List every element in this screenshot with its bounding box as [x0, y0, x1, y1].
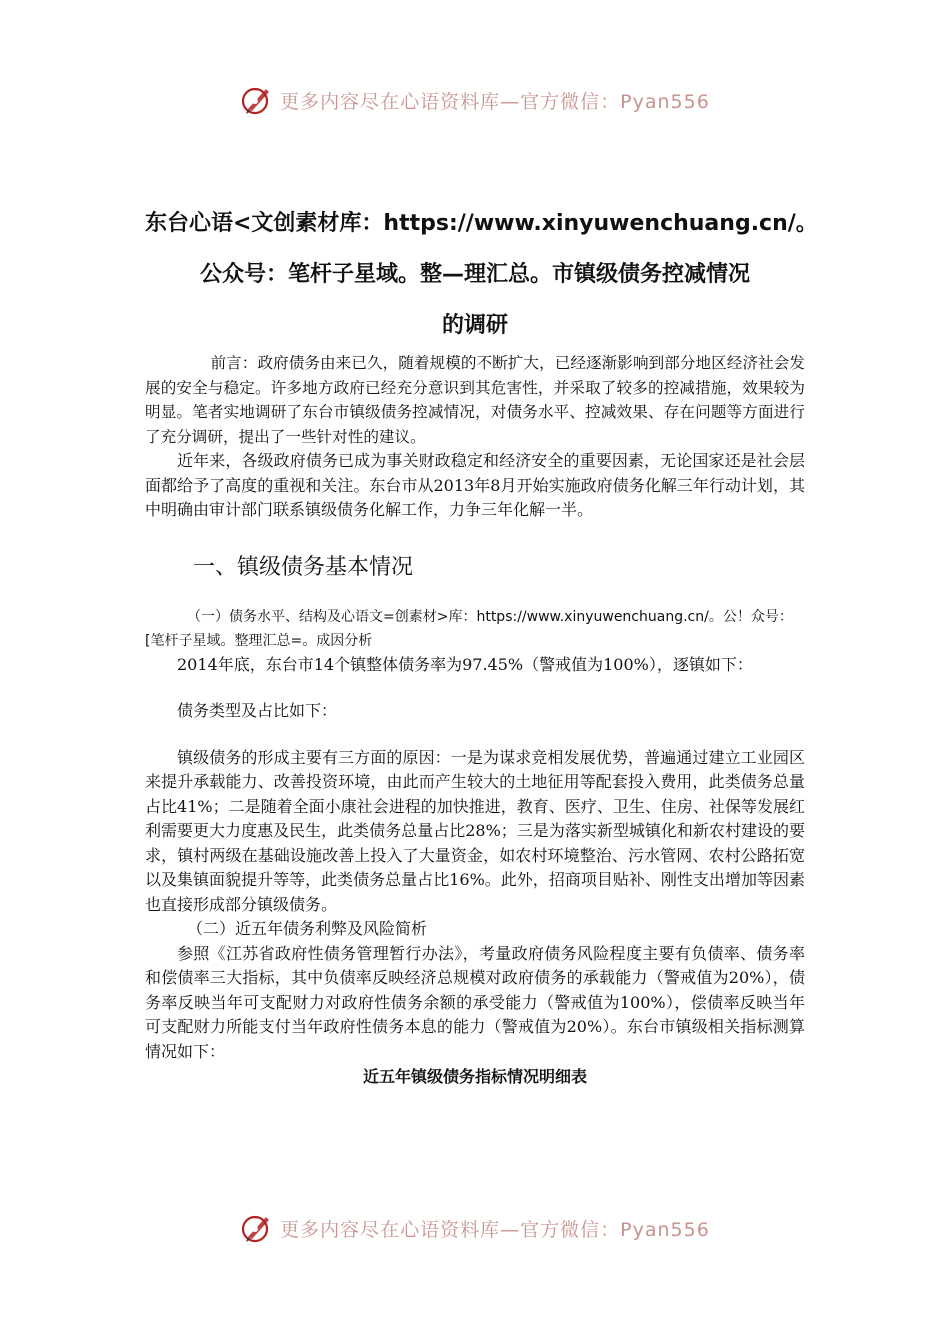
- watermark-text: 更多内容尽在心语资料库—官方微信：Pyan556: [280, 1218, 710, 1241]
- causes-paragraph: 镇级债务的形成主要有三方面的原因：一是为谋求竞相发展优势，普遍通过建立工业园区来提升承载能力、改善投资环境，由此而产生较大的土地征用等配套投入费用，此类债务总量占比41%；二是随着全面小康社会进程的加快推进，教育、医疗、卫生、住房、社保等发展红利需要更大力度惠及民生，此类债务总量占比28%；三是为落实新型城镇化和新农村建设的要求，镇村两级在基础设施改善上投入了大量资金，如农村环境整治、污水管网、农村公路拓宽以及集镇面貌提升等等，此类债务总量占比16%。此外，招商项目贴补、刚性支出增加等因素也直接形成部分镇级债务。: [145, 747, 805, 914]
- quill-logo-icon: [240, 1211, 274, 1245]
- table-title: 近五年镇级债务指标情况明细表: [362, 1067, 587, 1086]
- section-2-heading: （二）近五年债务利弊及风险简析: [187, 919, 428, 938]
- footer-watermark-banner: [0, 1208, 950, 1248]
- section-1-heading: 一、镇级债务基本情况: [193, 554, 414, 580]
- title-line-2: 公众号：笔杆子星域。整—理汇总。市镇级债务控减情况: [199, 262, 750, 287]
- title-line-1: 东台心语<文创素材库：https://www.xinyuwenchuang.cn/。: [145, 211, 818, 236]
- section-1-subheading: （一）债务水平、结构及心语文=创素材>库：https://www.xinyuwenchuang.cn/。公！众号：[笔杆子星域。整理汇总=。成因分析: [145, 608, 793, 649]
- watermark-text: 更多内容尽在心语资料库—官方微信：Pyan556: [280, 90, 710, 113]
- preface-paragraph: 前言：政府债务由来已久，随着规模的不断扩大，已经逐渐影响到部分地区经济社会发展的安全与稳定。许多地方政府已经充分意识到其危害性，并采取了较多的控减措施，效果较为明显。笔者实地调研了东台市镇级债务控减情况，对债务水平、控减效果、存在问题等方面进行了充分调研，提出了一些针对性的建议。: [145, 354, 805, 446]
- header-watermark-banner: [0, 80, 950, 120]
- reference-paragraph: 参照《江苏省政府性债务管理暂行办法》，考量政府债务风险程度主要有负债率、债务率和偿债率三大指标，其中负债率反映经济总规模对政府债务的承载能力（警戒值为20%），债务率反映当年可支配财力对政府性债务余额的承受能力（警戒值为100%），偿债率反映当年可支配财力所能支付当年政府性债务本息的能力（警戒值为20%）。东台市镇级相关指标测算情况如下：: [145, 943, 805, 1061]
- debt-types-paragraph: 债务类型及占比如下：: [177, 701, 338, 720]
- title-line-3: 的调研: [441, 313, 508, 338]
- intro-paragraph: 近年来，各级政府债务已成为事关财政稳定和经济安全的重要因素，无论国家还是社会层面都给予了高度的重视和关注。东台市从2013年8月开始实施政府债务化解三年行动计划，其中明确由审计部门联系镇级债务化解工作，力争三年化解一半。: [145, 451, 805, 519]
- document-body: [145, 198, 818, 1090]
- debt-level-paragraph: 2014年底，东台市14个镇整体债务率为97.45%（警戒值为100%），逐镇如下：: [177, 654, 753, 674]
- quill-logo-icon: [240, 83, 274, 117]
